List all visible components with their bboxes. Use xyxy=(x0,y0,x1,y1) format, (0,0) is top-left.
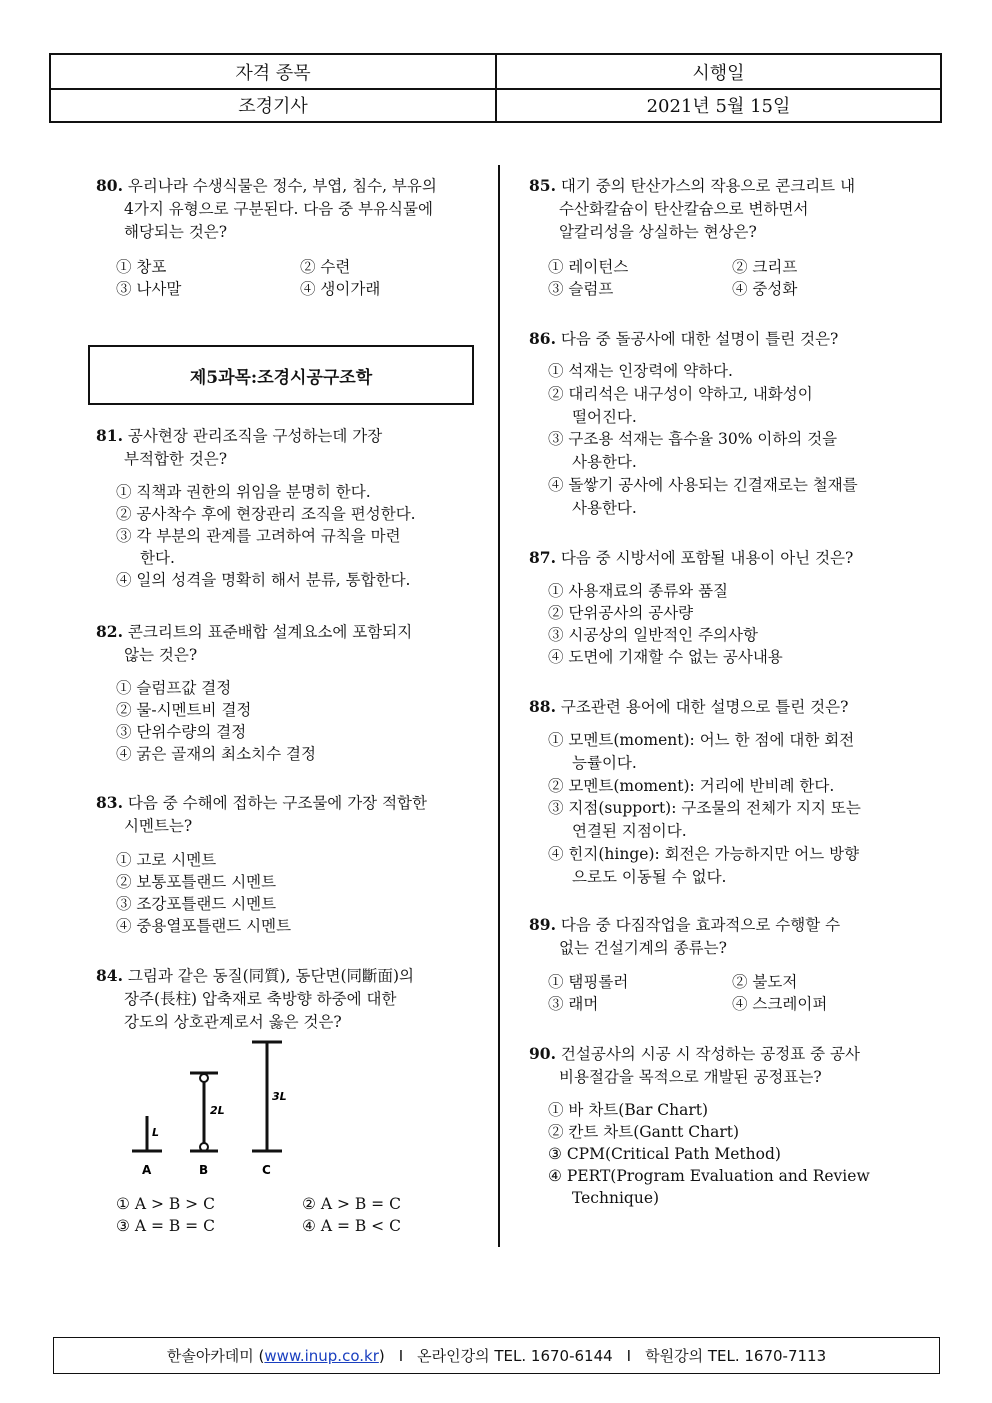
option[interactable]: ② 물-시멘트비 결정 xyxy=(116,701,252,719)
question-text: 시멘트는? xyxy=(124,817,193,835)
option[interactable]: ② 불도저 xyxy=(732,973,798,991)
option[interactable]: ④ 일의 성격을 명확히 해서 분류, 통합한다. xyxy=(116,571,411,589)
option[interactable]: ① 탬핑롤러 xyxy=(548,973,629,991)
question-text: 않는 것은? xyxy=(124,646,198,664)
option[interactable]: ① 고로 시멘트 xyxy=(116,851,217,869)
question-text: 다음 중 수해에 접하는 구조물에 가장 적합한 xyxy=(127,794,427,812)
question-text: 콘크리트의 표준배합 설계요소에 포함되지 xyxy=(127,623,413,641)
column-b-length: 2L xyxy=(210,1104,225,1117)
option[interactable]: ② 크리프 xyxy=(732,258,798,276)
question-text: 공사현장 관리조직을 구성하는데 가장 xyxy=(127,427,383,445)
question-text: 비용절감을 목적으로 개발된 공정표는? xyxy=(559,1068,822,1086)
option[interactable]: ③ 슬럼프 xyxy=(548,280,614,298)
option[interactable]: ① 레이턴스 xyxy=(548,258,629,276)
option[interactable]: ② 보통포틀랜드 시멘트 xyxy=(116,873,277,891)
q82-options xyxy=(116,677,316,765)
option[interactable]: ② 대리석은 내구성이 약하고, 내화성이 xyxy=(548,384,813,403)
option[interactable]: ④ 생이가래 xyxy=(300,280,381,298)
question-text: 수산화칼슘이 탄산칼슘으로 변하면서 xyxy=(559,200,809,218)
question-text: 다음 중 다짐작업을 효과적으로 수행할 수 xyxy=(560,916,841,934)
option-continued: 능률이다. xyxy=(572,753,637,772)
question-90 xyxy=(529,1042,860,1089)
question-number: 82. xyxy=(96,622,123,641)
question-text: 다음 중 시방서에 포함될 내용이 아닌 것은? xyxy=(560,549,854,567)
question-text: 해당되는 것은? xyxy=(124,223,228,241)
question-81 xyxy=(96,424,382,471)
option[interactable]: ① 창포 xyxy=(116,258,167,276)
value-row xyxy=(51,88,940,121)
question-text: 알칼리성을 상실하는 현상은? xyxy=(559,223,757,241)
option[interactable]: ② 칸트 차트(Gantt Chart) xyxy=(548,1123,740,1141)
option[interactable]: ① 슬럼프값 결정 xyxy=(116,679,232,697)
question-82 xyxy=(96,620,412,667)
option-continued: 떨어진다. xyxy=(572,407,637,426)
column-a-label: A xyxy=(142,1163,152,1177)
option[interactable]: ④ A = B < C xyxy=(302,1217,401,1235)
question-number: 83. xyxy=(96,793,123,812)
q88-options xyxy=(548,729,861,889)
q89-options xyxy=(548,971,918,1017)
option[interactable]: ④ PERT(Program Evaluation and Review xyxy=(548,1167,870,1185)
question-number: 88. xyxy=(529,697,556,716)
option[interactable]: ③ CPM(Critical Path Method) xyxy=(548,1145,781,1163)
question-text: 대기 중의 탄산가스의 작용으로 콘크리트 내 xyxy=(560,177,856,195)
option[interactable]: ② 수련 xyxy=(300,258,351,276)
question-text: 없는 건설기계의 종류는? xyxy=(559,939,727,957)
option-continued: 으로도 이동될 수 없다. xyxy=(572,867,727,886)
option[interactable]: ③ 조강포틀랜드 시멘트 xyxy=(116,895,277,913)
option-continued: 사용한다. xyxy=(572,453,637,472)
question-text: 그림과 같은 동질(同質), 동단면(同斷面)의 xyxy=(127,967,415,985)
website-link[interactable]: www.inup.co.kr xyxy=(264,1346,379,1365)
option[interactable]: ① 사용재료의 종류와 품질 xyxy=(548,582,729,600)
option[interactable]: ③ 구조용 석재는 흡수율 30% 이하의 것을 xyxy=(548,430,838,449)
hinge-icon xyxy=(200,1074,208,1082)
column-figure xyxy=(120,1038,320,1183)
question-text: 부적합한 것은? xyxy=(124,450,228,468)
separator: I xyxy=(626,1346,632,1365)
q83-options xyxy=(116,849,291,937)
option[interactable]: ① 모멘트(moment): 어느 한 점에 대한 회전 xyxy=(548,731,855,749)
question-number: 84. xyxy=(96,966,123,985)
q85-options xyxy=(548,256,918,302)
exam-date-value: 2021년 5월 15일 xyxy=(646,95,791,117)
question-number: 85. xyxy=(529,176,556,195)
q86-options xyxy=(548,360,858,520)
question-85 xyxy=(529,174,855,244)
option[interactable]: ② 단위공사의 공사량 xyxy=(548,604,694,622)
question-text: 구조관련 용어에 대한 설명으로 틀린 것은? xyxy=(560,698,849,716)
column-a-length: L xyxy=(152,1126,160,1139)
option[interactable]: ④ 돌쌓기 공사에 사용되는 긴결재로는 철재를 xyxy=(548,475,858,494)
column-c-length: 3L xyxy=(272,1090,287,1103)
question-89 xyxy=(529,913,840,960)
option[interactable]: ③ 단위수량의 결정 xyxy=(116,723,247,741)
q90-options xyxy=(548,1099,870,1209)
option-continued: 사용한다. xyxy=(572,498,637,517)
column-c-label: C xyxy=(262,1163,271,1177)
question-number: 87. xyxy=(529,548,556,567)
option[interactable]: ③ 래머 xyxy=(548,995,599,1013)
online-phone: 온라인강의 TEL. 1670-6144 xyxy=(417,1347,613,1365)
footer-bar xyxy=(53,1337,940,1374)
option[interactable]: ④ 도면에 기재할 수 없는 공사내용 xyxy=(548,648,783,666)
question-text: 건설공사의 시공 시 작성하는 공정표 중 공사 xyxy=(560,1045,860,1063)
question-text: 우리나라 수생식물은 정수, 부엽, 침수, 부유의 xyxy=(127,177,437,195)
q84-options xyxy=(116,1193,486,1239)
academy-name: 한솔아카데미 ( xyxy=(166,1347,265,1365)
option-continued: 한다. xyxy=(140,549,175,567)
q80-options xyxy=(116,256,486,302)
option[interactable]: ② 모멘트(moment): 거리에 반비례 한다. xyxy=(548,776,835,795)
option[interactable]: ③ 각 부분의 관계를 고려하여 규칙을 마련 xyxy=(116,527,401,545)
column-b-label: B xyxy=(199,1163,209,1177)
q87-options xyxy=(548,580,783,668)
option[interactable]: ② A > B = C xyxy=(302,1195,401,1213)
question-88 xyxy=(529,695,848,719)
q81-options xyxy=(116,481,416,591)
question-84 xyxy=(96,964,414,1034)
option[interactable]: ① 직책과 권한의 위임을 분명히 한다. xyxy=(116,483,371,501)
question-86 xyxy=(529,327,838,351)
question-number: 89. xyxy=(529,915,556,934)
question-87 xyxy=(529,546,853,570)
question-number: 81. xyxy=(96,426,123,445)
option[interactable]: ④ 힌지(hinge): 회전은 가능하지만 어느 방향 xyxy=(548,844,860,863)
separator: I xyxy=(398,1346,404,1365)
option[interactable]: ② 공사착수 후에 현장관리 조직을 편성한다. xyxy=(116,505,416,523)
option[interactable]: ④ 굵은 골재의 최소치수 결정 xyxy=(116,745,316,763)
option[interactable]: ④ 중용열포틀랜드 시멘트 xyxy=(116,917,292,935)
question-number: 86. xyxy=(529,329,556,348)
subject-title: 제5과목:조경시공구조학 xyxy=(88,345,474,405)
option[interactable]: ③ 시공상의 일반적인 주의사항 xyxy=(548,626,758,644)
option[interactable]: ③ A = B = C xyxy=(116,1217,215,1235)
question-text: 장주(長柱) 압축재로 축방향 하중에 대한 xyxy=(124,990,397,1008)
question-80 xyxy=(96,174,437,244)
column-divider xyxy=(498,165,500,1247)
question-text: 다음 중 돌공사에 대한 설명이 틀린 것은? xyxy=(560,330,839,348)
option[interactable]: ① 바 차트(Bar Chart) xyxy=(548,1101,709,1119)
option-continued: Technique) xyxy=(572,1189,660,1207)
qualification-label: 자격 종목 xyxy=(51,55,497,88)
option-continued: 연결된 지점이다. xyxy=(572,822,687,841)
exam-info-table xyxy=(49,53,942,123)
academy-close: ) xyxy=(378,1346,385,1365)
qualification-value: 조경기사 xyxy=(51,88,497,121)
question-number: 80. xyxy=(96,176,123,195)
option[interactable]: ④ 스크레이퍼 xyxy=(732,995,828,1013)
question-text: 4가지 유형으로 구분된다. 다음 중 부유식물에 xyxy=(124,200,433,218)
option[interactable]: ① A > B > C xyxy=(116,1195,215,1213)
header-row xyxy=(51,55,940,90)
option[interactable]: ③ 지점(support): 구조물의 전체가 지지 또는 xyxy=(548,799,861,818)
exam-date-label: 시행일 xyxy=(692,62,745,84)
option[interactable]: ③ 나사말 xyxy=(116,280,182,298)
option[interactable]: ① 석재는 인장력에 약하다. xyxy=(548,362,733,380)
question-number: 90. xyxy=(529,1044,556,1063)
option[interactable]: ④ 중성화 xyxy=(732,280,798,298)
offline-phone: 학원강의 TEL. 1670-7113 xyxy=(645,1347,827,1365)
question-text: 강도의 상호관계로서 옳은 것은? xyxy=(124,1013,342,1031)
question-83 xyxy=(96,791,427,838)
